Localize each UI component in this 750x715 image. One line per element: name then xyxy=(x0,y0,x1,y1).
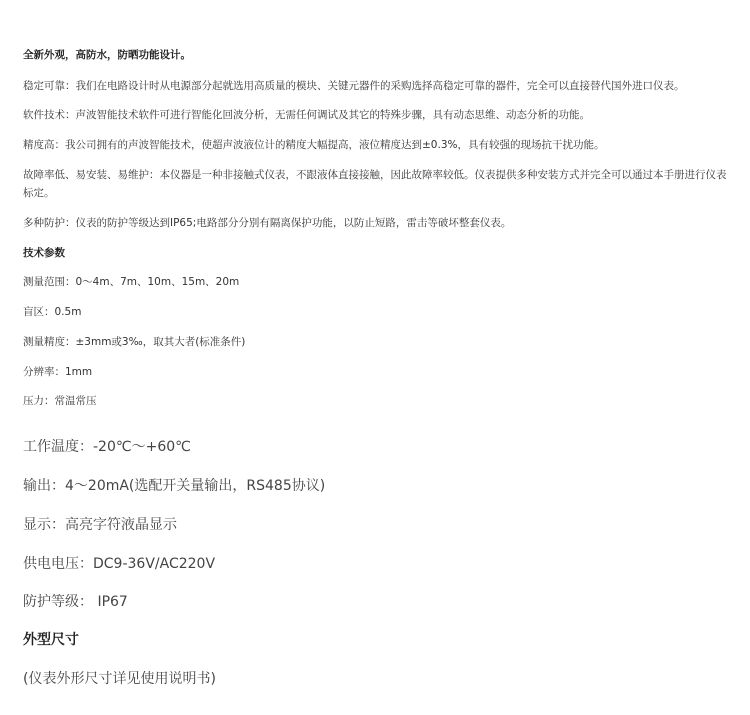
dimensions-heading: 外型尺寸 xyxy=(23,632,79,648)
param-resolution: 分辨率：1mm xyxy=(23,366,93,378)
param-pressure: 压力：常温常压 xyxy=(23,395,97,407)
paragraph-software: 软件技术：声波智能技术软件可进行智能化回波分析，无需任何调试及其它的特殊步骤，具有动态思维、动态分析的功能。 xyxy=(23,109,590,121)
param-display: 显示：高亮字符液晶显示 xyxy=(23,517,177,533)
param-supply-voltage: 供电电压：DC9-36V/AC220V xyxy=(23,556,216,572)
intro-heading: 全新外观，高防水，防晒功能设计。 xyxy=(23,49,191,61)
tech-params-heading: 技术参数 xyxy=(23,247,65,259)
dimensions-note: (仪表外形尺寸详见使用说明书) xyxy=(23,671,216,687)
param-accuracy: 测量精度：±3mm或3‰，取其大者(标准条件) xyxy=(23,336,246,348)
param-protection-grade: 防护等级： IP67 xyxy=(23,594,128,610)
param-output: 输出：4～20mA(选配开关量输出，RS485协议) xyxy=(23,478,326,494)
paragraph-low-failure: 故障率低、易安装、易维护：本仪器是一种非接触式仪表，不跟液体直接接触，因此故障率较低。仪表提供多种安装方式并完全可以通过本手册进行仪表标定。 xyxy=(23,169,727,199)
param-range: 测量范围：0～4m、7m、10m、15m、20m xyxy=(23,276,240,288)
paragraph-reliability: 稳定可靠：我们在电路设计时从电源部分起就选用高质量的模块、关键元器件的采购选择高稳定可靠的器件，完全可以直接替代国外进口仪表。 xyxy=(23,80,685,92)
paragraph-precision: 精度高：我公司拥有的声波智能技术，使超声波液位计的精度大幅提高，液位精度达到±0.3%，具有较强的现场抗干扰功能。 xyxy=(23,139,605,151)
param-operating-temperature: 工作温度：-20℃～+60℃ xyxy=(23,439,191,455)
paragraph-protection: 多种防护：仪表的防护等级达到IP65;电路部分分别有隔离保护功能，以防止短路，雷击等破坏整套仪表。 xyxy=(23,217,512,229)
param-blind-zone: 盲区：0.5m xyxy=(23,306,82,318)
